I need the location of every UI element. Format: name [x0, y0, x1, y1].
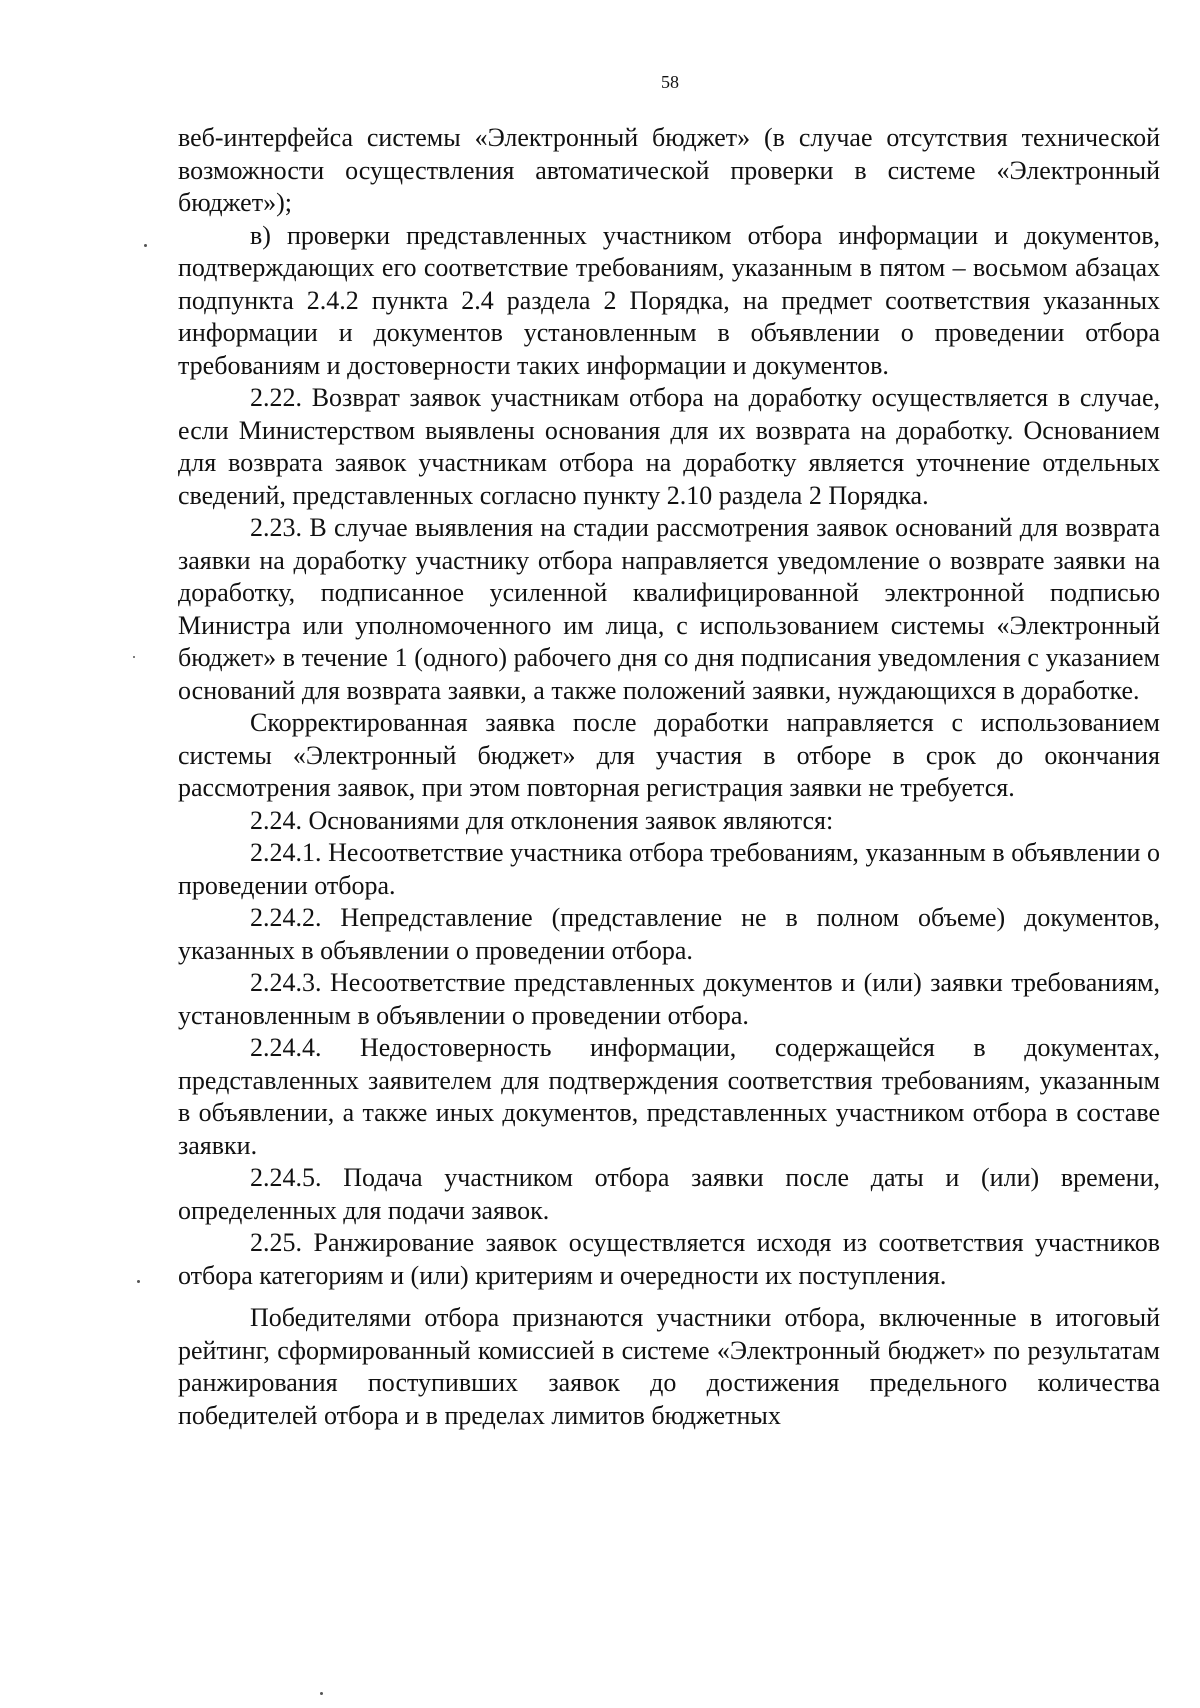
scan-speck	[137, 1280, 140, 1283]
paragraph: 2.23. В случае выявления на стадии рассмотрения заявок оснований для возврата заявки на доработку участнику отбора направляется уведомление о возврате заявки на доработку, подписанное усиленной квалифицированной электронной подписью Министра или уполномоченного им лица, с использованием системы «Электронный бюджет» в течение 1 (одного) рабочего дня со дня подписания уведомления с указанием оснований для возврата заявки, а также положений заявки, нуждающихся в доработке.	[178, 513, 1160, 705]
page-number: 58	[661, 72, 679, 92]
scan-speck	[133, 656, 135, 658]
paragraph: 2.24.2. Непредставление (представление не в полном объеме) документов, указанных в объявлении о проведении отбора.	[178, 903, 1160, 965]
paragraph: 2.24.5. Подача участником отбора заявки после даты и (или) времени, определенных для подачи заявок.	[178, 1163, 1160, 1225]
paragraph: веб-интерфейса системы «Электронный бюджет» (в случае отсутствия технической возможности осуществления автоматической проверки в системе «Электронный бюджет»);	[178, 123, 1160, 217]
scan-speck	[320, 1692, 323, 1695]
paragraph: 2.24.3. Несоответствие представленных документов и (или) заявки требованиям, установленным в объявлении о проведении отбора.	[178, 968, 1160, 1030]
paragraph: в) проверки представленных участником отбора информации и документов, подтверждающих его соответствие требованиям, указанным в пятом – восьмом абзацах подпункта 2.4.2 пункта 2.4 раздела 2 Порядка, на предмет соответствия указанных информации и документов установленным в объявлении о проведении отбора требованиям и достоверности таких информации и документов.	[178, 220, 1160, 380]
paragraph: 2.24.4. Недостоверность информации, содержащейся в документах, представленных заявителем для подтверждения соответствия требованиям, указанным в объявлении, а также иных документов, представленных участником отбора в составе заявки.	[178, 1033, 1160, 1160]
paragraph: 2.24.1. Несоответствие участника отбора требованиям, указанным в объявлении о проведении отбора.	[178, 838, 1160, 900]
paragraph: Победителями отбора признаются участники отбора, включенные в итоговый рейтинг, сформированный комиссией в системе «Электронный бюджет» по результатам ранжирования поступивших заявок до достижения предельного количества победителей отбора и в пределах лимитов бюджетных	[178, 1303, 1160, 1430]
scan-speck	[144, 244, 147, 247]
paragraph: Скорректированная заявка после доработки направляется с использованием системы «Электронный бюджет» для участия в отборе в срок до окончания рассмотрения заявок, при этом повторная регистрация заявки не требуется.	[178, 708, 1160, 802]
paragraph: 2.25. Ранжирование заявок осуществляется исходя из соответствия участников отбора категориям и (или) критериям и очередности их поступления.	[178, 1228, 1160, 1290]
paragraph: 2.22. Возврат заявок участникам отбора на доработку осуществляется в случае, если Министерством выявлены основания для их возврата на доработку. Основанием для возврата заявок участникам отбора на доработку является уточнение отдельных сведений, представленных согласно пункту 2.10 раздела 2 Порядка.	[178, 383, 1160, 510]
paragraph: 2.24. Основаниями для отклонения заявок являются:	[250, 805, 834, 835]
document-body	[178, 122, 1160, 1432]
